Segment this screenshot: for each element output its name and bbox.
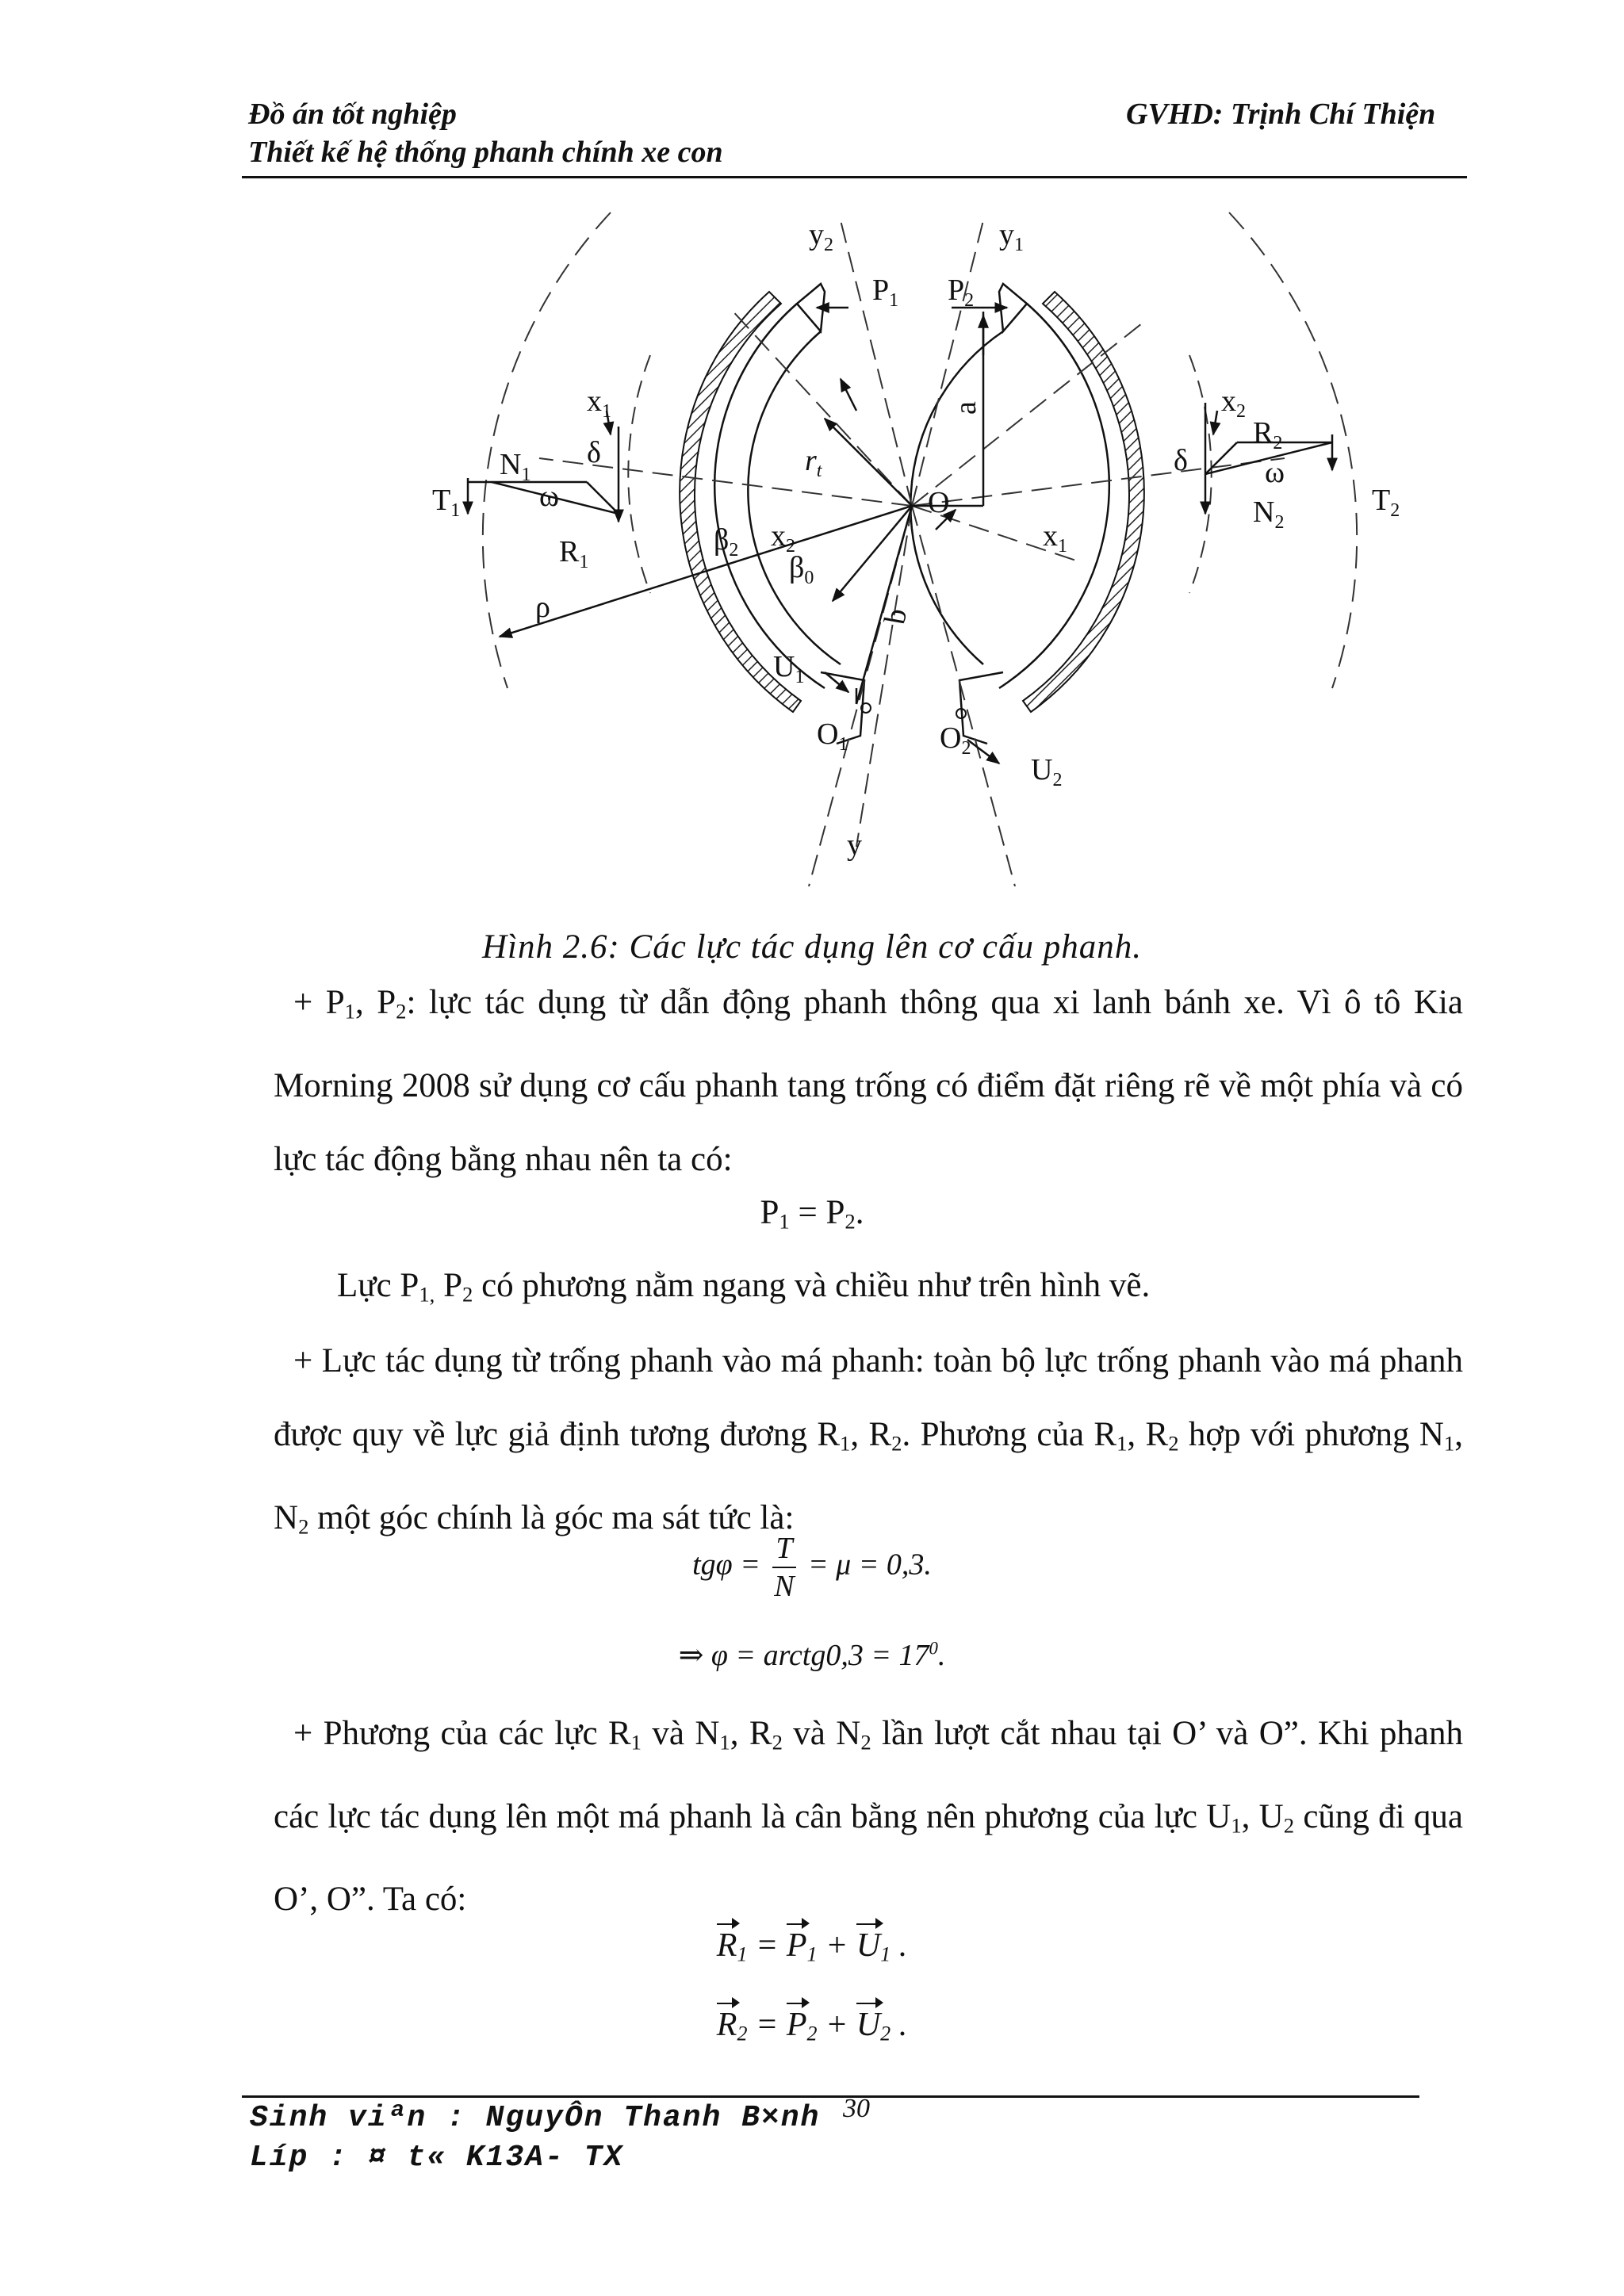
footer-student: Sinh viªn : NguyÔn Thanh B×nh bbox=[250, 2101, 821, 2135]
paragraph-direction: Lực $P_{1,}$ $P_2$ có phương nằm ngang và chiều như trên hình vẽ. bbox=[337, 1267, 1151, 1307]
label-omega-left: ω bbox=[539, 480, 560, 513]
rt-line bbox=[825, 419, 912, 506]
header-subtitle: Thiết kế hệ thống phanh chính xe con bbox=[248, 136, 723, 169]
label-P1: $P_1$ bbox=[872, 274, 899, 311]
label-x2-top: $x_2$ bbox=[1221, 385, 1246, 422]
label-rt: $r_t$ bbox=[805, 444, 822, 481]
equation-r2-vector: $R_2 = P_2 + U_2$ . bbox=[716, 2007, 908, 2045]
lining-left bbox=[680, 292, 801, 712]
rho-line bbox=[500, 506, 912, 637]
outer-arc-right bbox=[1229, 212, 1357, 688]
anchor-right bbox=[959, 672, 1003, 744]
label-U1: $U_1$ bbox=[773, 650, 805, 687]
radial-lines bbox=[539, 220, 1285, 886]
label-x1-inner: $x_1$ bbox=[1043, 519, 1067, 557]
label-delta-right: δ bbox=[1174, 444, 1188, 477]
lining-right bbox=[1023, 292, 1144, 712]
label-y-bottom: y bbox=[847, 828, 862, 862]
paragraph-intersection: + Phương của các lực $R_1$ và $N_1$, $R_2$ và $N_2$ lần lượt cắt nhau tại O’ và O”. Khi phanh các lực tác dụng lên một má phanh là cân bằng nên phương của lực $U_1$, $U_2$ cũng đi qua O’, O”. Ta có: bbox=[274, 1715, 1464, 1919]
label-delta-left: δ bbox=[587, 436, 601, 469]
footer-class: Líp : ¤ t« K13A- TX bbox=[250, 2141, 624, 2175]
paragraph-drum-force: + Lực tác dụng từ trống phanh vào má phanh: toàn bộ lực trống phanh vào má phanh được quy về lực giả định tương đương $R_1$, $R_2$. Phương của $R_1$, $R_2$ hợp với phương $N_1$, $N_2$ một góc chính là góc ma sát tức là: bbox=[274, 1342, 1464, 1539]
page-number: 30 bbox=[843, 2094, 870, 2123]
label-N1: $N_1$ bbox=[500, 448, 531, 485]
label-U2: $U_2$ bbox=[1031, 753, 1063, 790]
label-a: a bbox=[949, 401, 982, 415]
label-N2: $N_2$ bbox=[1253, 496, 1285, 533]
x2-top-arrow bbox=[1213, 411, 1217, 434]
footer-rule bbox=[242, 2095, 1419, 2098]
equation-tg-phi: tgφ = $\frac{T}{N}$ = μ = 0,3. bbox=[692, 1532, 932, 1603]
brake-force-diagram bbox=[381, 197, 1427, 886]
label-beta0: $\beta_0$ bbox=[789, 551, 814, 588]
label-y2: $y_2$ bbox=[809, 218, 833, 255]
inner-dashed-arc-left bbox=[628, 355, 650, 593]
label-T1: $T_1$ bbox=[432, 484, 461, 521]
beta-line bbox=[833, 506, 912, 601]
label-x2-inner: $x_2$ bbox=[771, 519, 795, 557]
label-O2: $O_2$ bbox=[940, 721, 971, 759]
paragraph-p1p2: + $P_1$, $P_2$: lực tác dụng từ dẫn động phanh thông qua xi lanh bánh xe. Vì ô tô Kia Morning 2008 sử dụng cơ cấu phanh tang trống có điểm đặt riêng rẽ về một phía và có lực tác động bằng nhau nên ta có: bbox=[274, 984, 1463, 1178]
label-O: O bbox=[928, 486, 950, 519]
label-x1-top: $x_1$ bbox=[587, 385, 611, 422]
equation-p1-equals-p2: $P_1 = P_2$. bbox=[760, 1194, 864, 1234]
label-y1: $y_1$ bbox=[999, 218, 1024, 255]
header-advisor: GVHD: Trịnh Chí Thiện bbox=[1126, 98, 1436, 131]
label-R2: $R_2$ bbox=[1253, 416, 1283, 453]
label-T2: $T_2$ bbox=[1372, 484, 1400, 521]
header-rule bbox=[242, 176, 1467, 178]
equation-r1-vector: $R_1 = P_1 + U_1$ . bbox=[716, 1927, 908, 1966]
equation-phi: ⇒ φ = arctg0,3 = $17^0$. bbox=[678, 1638, 946, 1672]
label-beta2: $\beta_2$ bbox=[714, 523, 739, 561]
figure-caption: Hình 2.6: Các lực tác dụng lên cơ cấu phanh. bbox=[481, 928, 1142, 966]
label-rho: ρ bbox=[535, 591, 550, 624]
label-P2: $P_2$ bbox=[948, 274, 975, 311]
label-b: b bbox=[878, 606, 914, 627]
header-title: Đồ án tốt nghiệp bbox=[248, 98, 457, 131]
rt-arrow-top bbox=[841, 379, 856, 411]
label-O1: $O_1$ bbox=[817, 718, 848, 755]
label-R1: $R_1$ bbox=[559, 535, 589, 572]
label-omega-right: ω bbox=[1265, 456, 1285, 489]
